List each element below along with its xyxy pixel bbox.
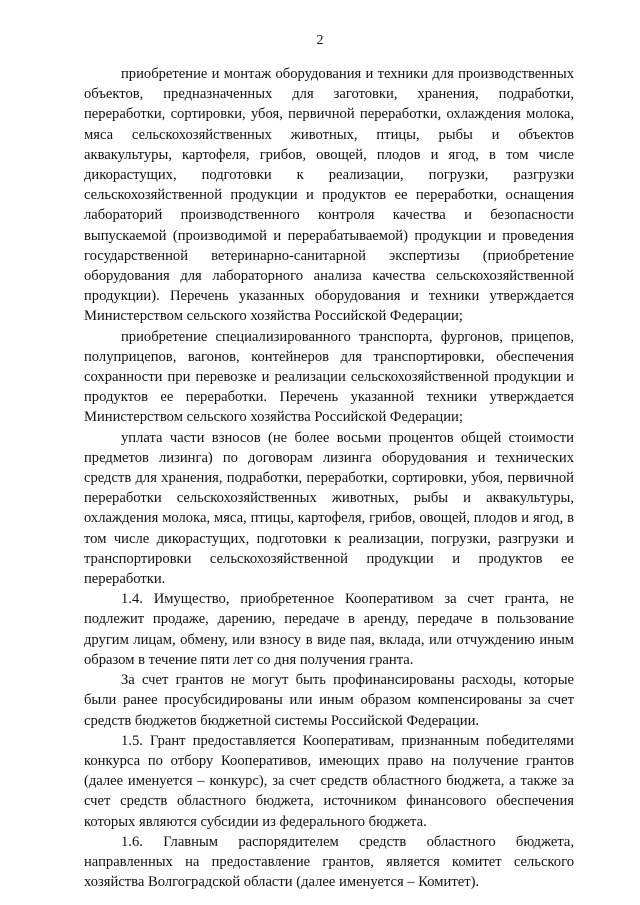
paragraph-leasing-payments: уплата части взносов (не более восьми процентов общей стоимости предметов лизинга) по договорам лизинга оборудования и технических средств для хранения, подработки, переработки, сортировки, убоя, первичной переработки сельскохозяйственных животных, рыбы и аквакультуры, охлаждения молока, мяса, птицы, картофеля, грибов, овощей, плодов и ягод, в том числе дикорастущих, подготовки к реализации, погрузки, разгрузки и транспортировки сельскохозяйственной продукции и продуктов ее переработки. xyxy=(84,429,574,588)
paragraph-1-5-grant-provision: 1.5. Грант предоставляется Кооперативам, признанным победителями конкурса по отбору Кооперативов, имеющих право на получение грантов (далее именуется – конкурс), за счет средств областного бюджета, а также за счет средств областного бюджета, источником финансового обеспечения которых являются субсидии из федерального бюджета. xyxy=(84,732,574,830)
paragraph-1-4-property: 1.4. Имущество, приобретенное Кооперативом за счет гранта, не подлежит продаже, дарению, передаче в аренду, передаче в пользование другим лицам, обмену, или взносу в виде пая, вклада, или отчуждению иным образом в течение пяти лет со дня получения гранта. xyxy=(84,591,574,668)
paragraph-grant-restrictions: За счет грантов не могут быть профинансированы расходы, которые были ранее просубсидированы или иным образом компенсированы за счет средств бюджетов бюджетной системы Российской Федерации. xyxy=(84,672,574,729)
paragraph-equipment-purchase: приобретение и монтаж оборудования и техники для производственных объектов, предназначенных для заготовки, хранения, подработки, переработки, сортировки, убоя, первичной переработки, охлаждения молока, мяса сельскохозяйственных животных, птицы, рыбы и объектов аквакультуры, картофеля, грибов, овощей, плодов и ягод, в том числе дикорастущих, подготовки к реализации, погрузки, разгрузки сельскохозяйственной продукции и продуктов ее переработки, оснащения лабораторий производственного контроля качества и безопасности выпускаемой (производимой и перерабатываемой) продукции и проведения государственной ветеринарно-санитарной экспертизы (приобретение оборудования для лабораторного анализа качества сельскохозяйственной продукции). Перечень указанных оборудования и техники утверждается Министерством сельского хозяйства Российской Федерации; xyxy=(84,66,574,325)
paragraph-1-6-main-administrator: 1.6. Главным распорядителем средств областного бюджета, направленных на предоставление грантов, является комитет сельского хозяйства Волгоградской области (далее именуется – Комитет). xyxy=(84,833,574,891)
document-body xyxy=(84,64,574,892)
paragraph-transport-purchase: приобретение специализированного транспорта, фургонов, прицепов, полуприцепов, вагонов, контейнеров для транспортировки, обеспечения сохранности при перевозке и реализации сельскохозяйственной продукции и продуктов ее переработки. Перечень указанной техники утверждается Министерством сельского хозяйства Российской Федерации; xyxy=(84,328,574,426)
page-number: 2 xyxy=(316,33,324,48)
